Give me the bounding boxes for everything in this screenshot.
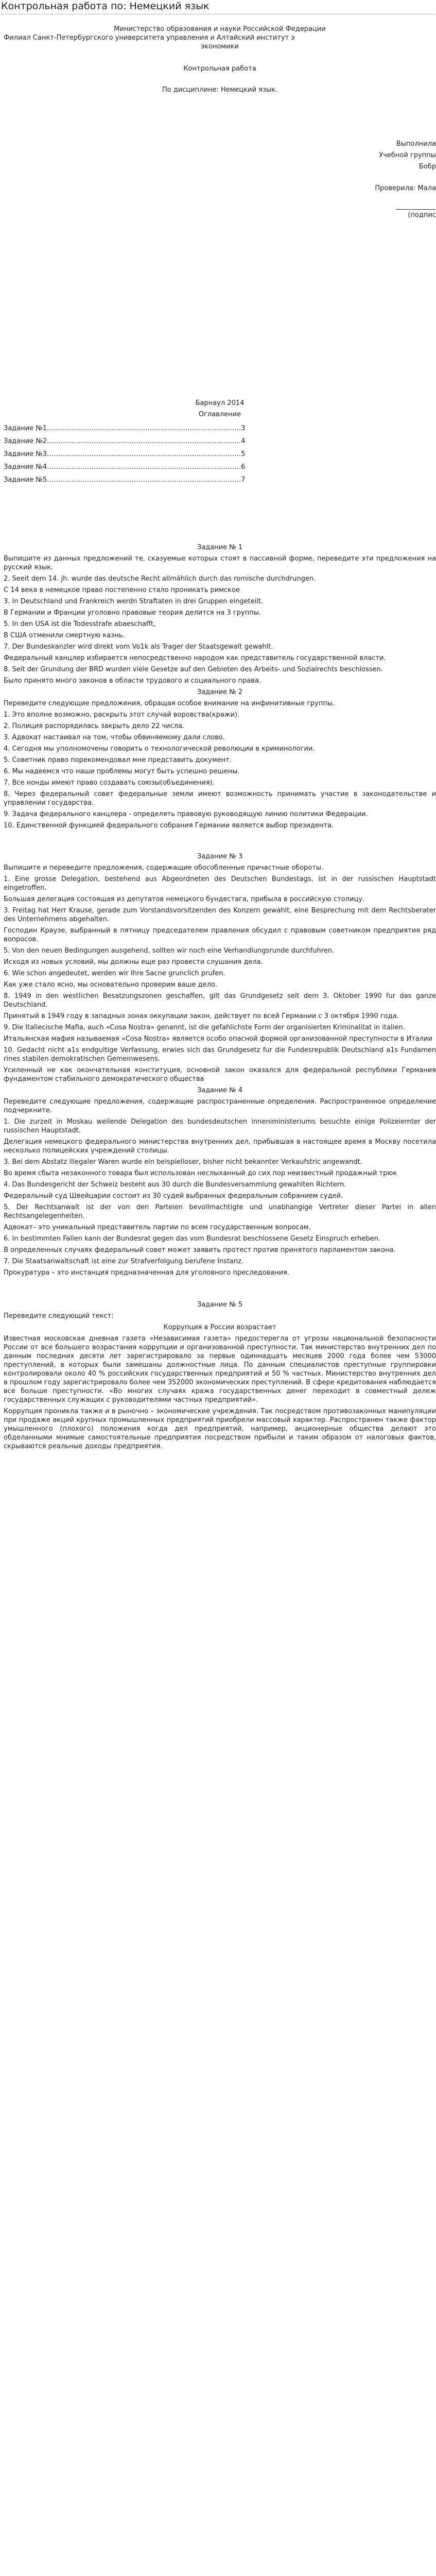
task3-item: 9. Die Italiecische Mafia, auch «Cosa Nostra» genannt, ist die gefahlichste Form der organisierten Kriminalitat in italien. [4, 1024, 405, 1031]
task1-item: В Германии и Франции уголовно правовые теория делится на 3 группы. [4, 609, 261, 617]
task2-item: 1. Это вполне возможно, раскрыть этот случай воровства(кражи). [4, 711, 240, 719]
task2-item: 10. Единственной функцией федерального собрания Германии является выбор президента. [4, 822, 334, 829]
task1-item: В США отменили смертную казнь. [4, 632, 125, 639]
task3-heading: Задание № 3 [197, 853, 243, 860]
checked-by: Проверила: Мала [375, 184, 436, 192]
task4-item: В определенных случаях федеральный совет может заявить протест против принятого парламентом закона. [4, 1246, 396, 1254]
task4-item: Во время сбыта незаконного товара был использован неслыханный до сих пор неизвестный продажный трюк [4, 1170, 397, 1177]
task4-item: 7. Die Staatsanwaltschaft ist eine zur Strafverfolgung berufene Instanz. [4, 1258, 244, 1265]
task3-item: 3. Freitag hat Herr Krause, gerade zum Vorstandsvorsitzenden des Konzern gewahlt, eine Besprechung mit dem Rechtsberater des Unternehmens abgehalten. [4, 907, 436, 923]
signature-line: ____________ [396, 202, 436, 210]
task1-item: 5. In den USA ist die Todesstrafe abaeschafft, [4, 620, 156, 628]
toc-heading: Оглавление [198, 411, 241, 418]
work-type: Контрольная работа [183, 65, 256, 73]
task5-text-title: Коррупция в России возрастает [163, 1324, 276, 1331]
signature-caption: (подпис [408, 211, 436, 219]
task2-item: 2. Полиция распорядилась закрыть дело 22 числа. [4, 722, 185, 730]
task2-item: 9. Задача федерального канцлера - определять правовую руководящую линию политики Федерации. [4, 810, 368, 818]
task2-item: 6. Мы надеемся что наши проблемы могут быть успешно решены. [4, 768, 240, 775]
task2-item: 3. Адвокат настаивал на том, чтобы обвиняемому дали слово. [4, 734, 225, 741]
ministry-line: Министерство образования и науки Российской Федерации [114, 25, 326, 33]
discipline: По дисциплине: Немецкий язык. [162, 86, 278, 94]
toc-row: Задание №2……………………………………………………………………………4 [4, 437, 246, 445]
toc-row: Задание №5……………………………………………………………………………7 [4, 476, 246, 484]
task4-heading: Задание № 4 [197, 1087, 243, 1094]
student-surname: Бобр [418, 163, 436, 171]
task5-intro: Переведите следующий текст: [4, 1312, 114, 1320]
task3-item: Как уже стало ясно, мы основательно проверим ваше дело. [4, 981, 218, 989]
task3-item: 8. 1949 in den westlichen Besatzungszonen geschaffen, gilt das Grundgesetz seit dem 3. Oktober 1990 fur das ganze Deutschland. [4, 992, 436, 1009]
task3-item: 5. Von den neuen Bedingungen ausgehend, sollten wir noch eine Verhandlungsrunde durchfuhren. [4, 947, 335, 955]
institute-line-cont: экономики [201, 43, 239, 50]
task3-item: 1. Eine grosse Delegation, bestehend aus Abgeordneten des Deutschen Bundestags, ist in der russischen Hauptstadt eingetroffen. [4, 875, 436, 892]
task1-item: Федеральный канцлер избирается непосредственно народом как представитель государственной власти. [4, 654, 386, 662]
institute-line: Филиал Санкт-Петербургского университета управления и Алтайский институт э [4, 34, 295, 42]
toc-row: Задание №3……………………………………………………………………………5 [4, 450, 246, 458]
task3-item: Большая делегация состоящая из депутатов немецкого бундестага, прибыла в российскую столицу. [4, 895, 365, 903]
task2-item: 5. Советник право порекомендовал мне представить документ. [4, 756, 232, 764]
task3-item: 6. Wie schon angedeutet, werden wir Ihre Sacne grunclich prufen. [4, 970, 225, 977]
task4-item: 6. In bestimmten Fallen kann der Bundesrat gegen das vom Bundesrat beschlossene Gesetz Einspruch erheben. [4, 1235, 381, 1243]
task1-heading: Задание № 1 [197, 544, 243, 551]
city-year: Барнаул 2014 [195, 399, 245, 407]
task2-heading: Задание № 2 [197, 688, 243, 696]
task3-item: Принятый в 1949 году в западных зонах оккупации закон, действует по всей Германии с 3 октября 1990 года. [4, 1012, 399, 1020]
task3-intro: Выпишите и переведите предложения, содержащие обособленные причастные обороты. [4, 864, 324, 872]
task5-heading: Задание № 5 [197, 1301, 243, 1309]
task1-item: 7. Der Bundeskanzler wird direkt vom Vo1k als Trager der Staatsgewalt gewahlt. [4, 643, 273, 651]
task3-item: Господин Краузе, выбранный в пятницу председателем правления обсудил с правовым советником предприятия ряд вопросов. [4, 927, 436, 943]
task4-item: 4. Das Bundesgericht der Schweiz besteht aus 30 durch die Bundesversammlung gewahlten Richtern. [4, 1181, 346, 1189]
task1-item: 3. In Deutschland und Frankreich werdn Straftaten in drei Gruppen eingeteilt. [4, 598, 264, 605]
task3-item: Исходя из новых условий, мы должны еще раз провести слушания дела. [4, 958, 263, 966]
task4-item: 5. Der Rechtsanwalt ist der von den Parteien bevollmachtigte und unabhangige Vertreter dieser Partei in allen Rechtsangelegenheiten. [4, 1204, 436, 1220]
task4-item: Делегация немецкого федерального министерства внутренних дел, прибывшая в настоящее время в Москву посетила несколько полицейских учреждений столицы. [4, 1138, 436, 1155]
task4-intro: Переведите следующие предложения, содержащие распространенные определения. Распространенное определение подчеркните. [4, 1098, 436, 1114]
task2-intro: Переведите следующие предложения, обращая особое внимание на инфинитивные группы. [4, 700, 335, 707]
task4-item: 3. Bei dem Abstatz illegaler Waren wurde ein beispielloser, bisher nicht bekannter Verkaufstric angewandt. [4, 1158, 362, 1166]
task4-item: 1. Die zurzeit in Moskau weilende Delegation des bundesdeutschen inneniministeriums besuchte einige Polizeiemter der russischen Hauptstadt. [4, 1118, 436, 1134]
task3-item: Усиленный не как окончательная конституция, основной закон оказался для федеральной республики Германия фундаментом стабильного демократического общества [4, 1066, 436, 1083]
task3-item: 10. Gedacht nicht a1s endgultige Verfassung, erwies sich das Grundgesetz fur die Fundesrepublik Deutschland a1s Fundamen rines stabilen demokratischen Gemeinwesens. [4, 1046, 436, 1063]
task4-item: Федеральный суд Швейцарии состоит из 30 судей выбранных федеральным собранием судей. [4, 1192, 343, 1200]
task1-item: 2. Seeit dem 14. jh. wurde das deutsche Recht allmählich durch das romische durchdrungen. [4, 575, 316, 583]
task5-paragraph: Известная московская дневная газета «Независимая газета» предостерегла от угрозы национальной безопасности России от все большего возрастания коррупции и организованной преступности. Так министерство внутренних дел по данным последних десяти лет зарегистрировало за первые одиннадцать месяцев 2000 года более чем 53000 преступлений, в которых были замешаны должностные лица. По данным специалистов преступные группировки контролировали около 40 % российских государственных предприятий и 50 % частных. Министерство внутренних дел в прошлом году зарегистрировало более чем 352000 экономических преступлений. В сфере кредитования наблюдается все больше преступности. «Во многих случаях кража государственных денег переходит в совместный дележ государственных служащих с руководителями частных предприятий». [4, 1335, 436, 1404]
task4-item: Прокуратура – это инстанция предназначенная для уголовного преследования. [4, 1269, 290, 1277]
document-body [4, 19, 436, 1453]
task1-item: С 14 века в немецкое право постепенно стало проникать римское [4, 586, 240, 594]
task3-item: Итальянская мафия называемая «Cosa Nostra» является особо опасной формой организованной преступности в Италии [4, 1035, 432, 1043]
done-by: Выполнила [396, 140, 436, 148]
task1-intro: Выпишите из данных предложений те, сказуемые которых стоят в пассивной форме, переведите эти предложения на русский язык. [4, 555, 436, 571]
task2-item: 7. Все нонды имеют право создавать союзы(объединения). [4, 779, 215, 787]
task5-paragraph: Коррупция проникла также и в рыночно – экономические учреждения. Так посредством противозаконных манипуляции при продаже акций крупных промышленных предприятий приобрели массовый характер. Распространен также фактор умышленного (плохого) положения когда дел предприятий, например, акционерные общества делают это обделанными мнимые самостоятельные предприятия посредством прибыли и таким образом от налоговых фактов, скрываются реальные доходы предприятия. [4, 1408, 436, 1450]
task2-item: 8. Через федеральный совет федеральные земли имеют возможность принимать участие в законодательстве и управлении государства. [4, 790, 436, 807]
page-title: Контрольная работа по: Немецкий язык [1, 0, 435, 14]
task2-item: 4. Сегодня мы уполномочены говорить о технологической революции в криминологии. [4, 745, 315, 753]
student-group: Учебной группы [379, 151, 436, 159]
task4-item: Адвокат– это уникальный представитель партии по всем государственным вопросам. [4, 1224, 311, 1231]
task1-item: 8. Seit der Grundung der BRD wurden viele Gesetze auf den Gebieten des Arbeits- und Sozialrechts beschlossen. [4, 666, 383, 673]
toc-row: Задание №4……………………………………………………………………………6 [4, 463, 246, 471]
toc-row: Задание №1……………………………………………………………………………3 [4, 425, 246, 432]
task1-item: Было принято много законов в области трудового и социального права. [4, 677, 261, 685]
